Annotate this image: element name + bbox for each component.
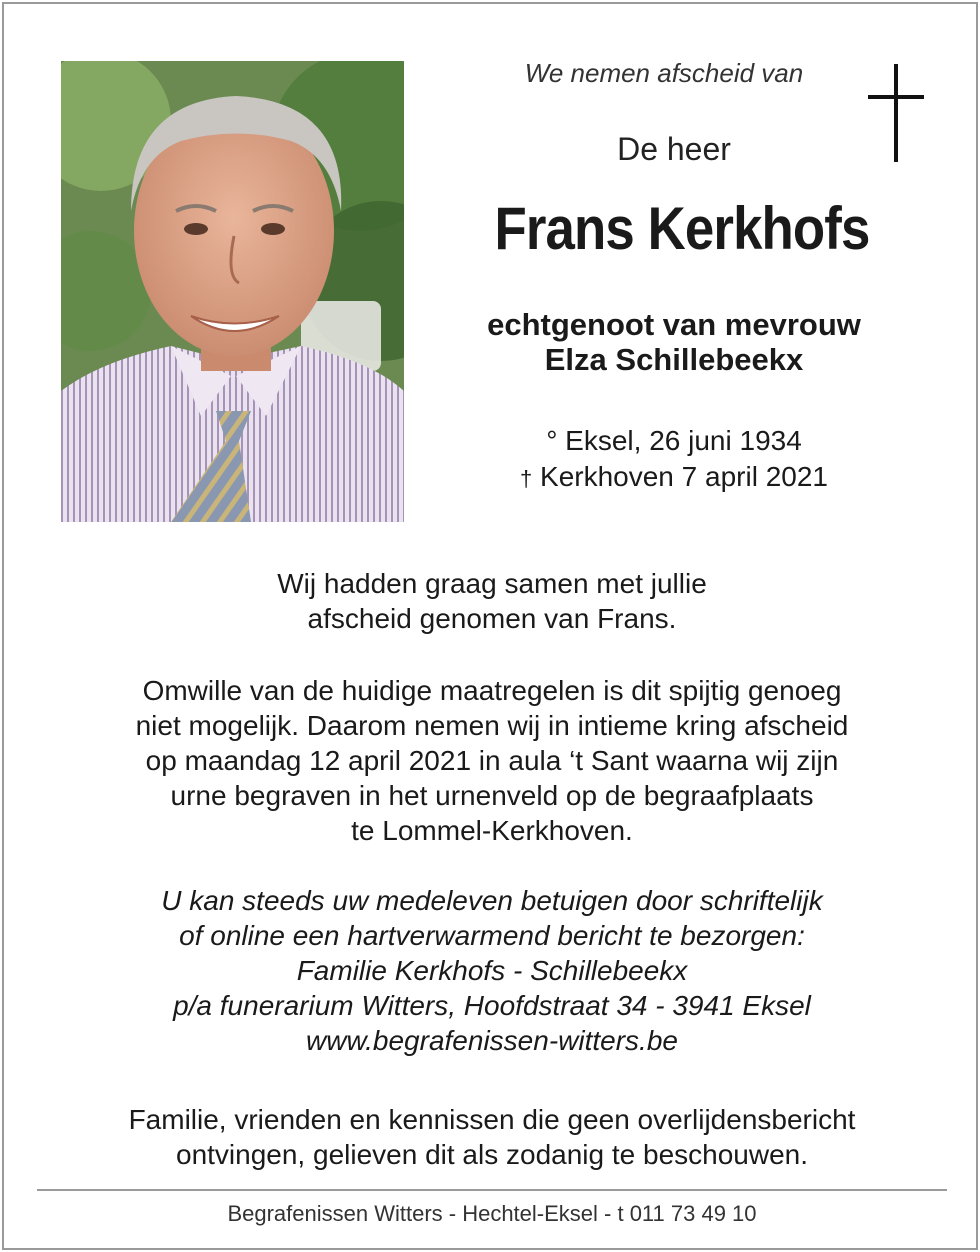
address: p/a funerarium Witters, Hoofdstraat 34 - 3941 Eksel [173,990,811,1021]
message-line: Wij hadden graag samen met jullie [277,568,707,599]
message-line: te Lommel-Kerkhoven. [351,815,633,846]
message-line: afscheid genomen van Frans. [307,603,677,634]
spouse-line: echtgenoot van mevrouw [487,307,861,342]
website-link[interactable]: www.begrafenissen-witters.be [306,1025,678,1056]
birth-date: ° Eksel, 26 juni 1934 [546,425,802,456]
spouse-block [404,307,944,377]
dagger-icon: † [519,466,533,491]
message-paragraph-1 [44,566,940,636]
footer-text: Begrafenissen Witters - Hechtel-Eksel - t 011 73 49 10 [227,1201,757,1226]
death-date: Kerkhoven 7 april 2021 [540,461,828,492]
message-line: op maandag 12 april 2021 in aula ‘t Sant waarna wij zijn [145,745,839,776]
portrait-illustration [61,61,404,522]
message-line: of online een hartverwarmend bericht te bezorgen: [179,920,805,951]
message-line: U kan steeds uw medeleven betuigen door schriftelijk [161,885,823,916]
intro-text: We nemen afscheid van [524,58,804,88]
honorific-title: De heer [617,131,731,167]
family-name: Familie Kerkhofs - Schillebeekx [296,955,688,986]
deceased-name: Frans Kerkhofs [494,195,870,262]
message-line: Omwille van de huidige maatregelen is dit spijtig genoeg [142,675,842,706]
message-line: urne begraven in het urnenveld op de begraafplaats [170,780,814,811]
message-line: ontvingen, gelieven dit als zodanig te beschouwen. [176,1139,808,1170]
obituary-card [2,2,978,1250]
footer-divider [37,1189,947,1191]
message-paragraph-4 [44,1102,940,1172]
death-line [404,459,944,497]
spouse-name: Elza Schillebeekx [544,342,804,377]
message-line: Familie, vrienden en kennissen die geen overlijdensbericht [128,1104,856,1135]
message-line: niet mogelijk. Daarom nemen wij in intieme kring afscheid [135,710,849,741]
condolence-paragraph [44,883,940,1058]
dates-block [404,423,944,497]
message-paragraph-2 [44,673,940,848]
portrait-photo [61,61,404,522]
